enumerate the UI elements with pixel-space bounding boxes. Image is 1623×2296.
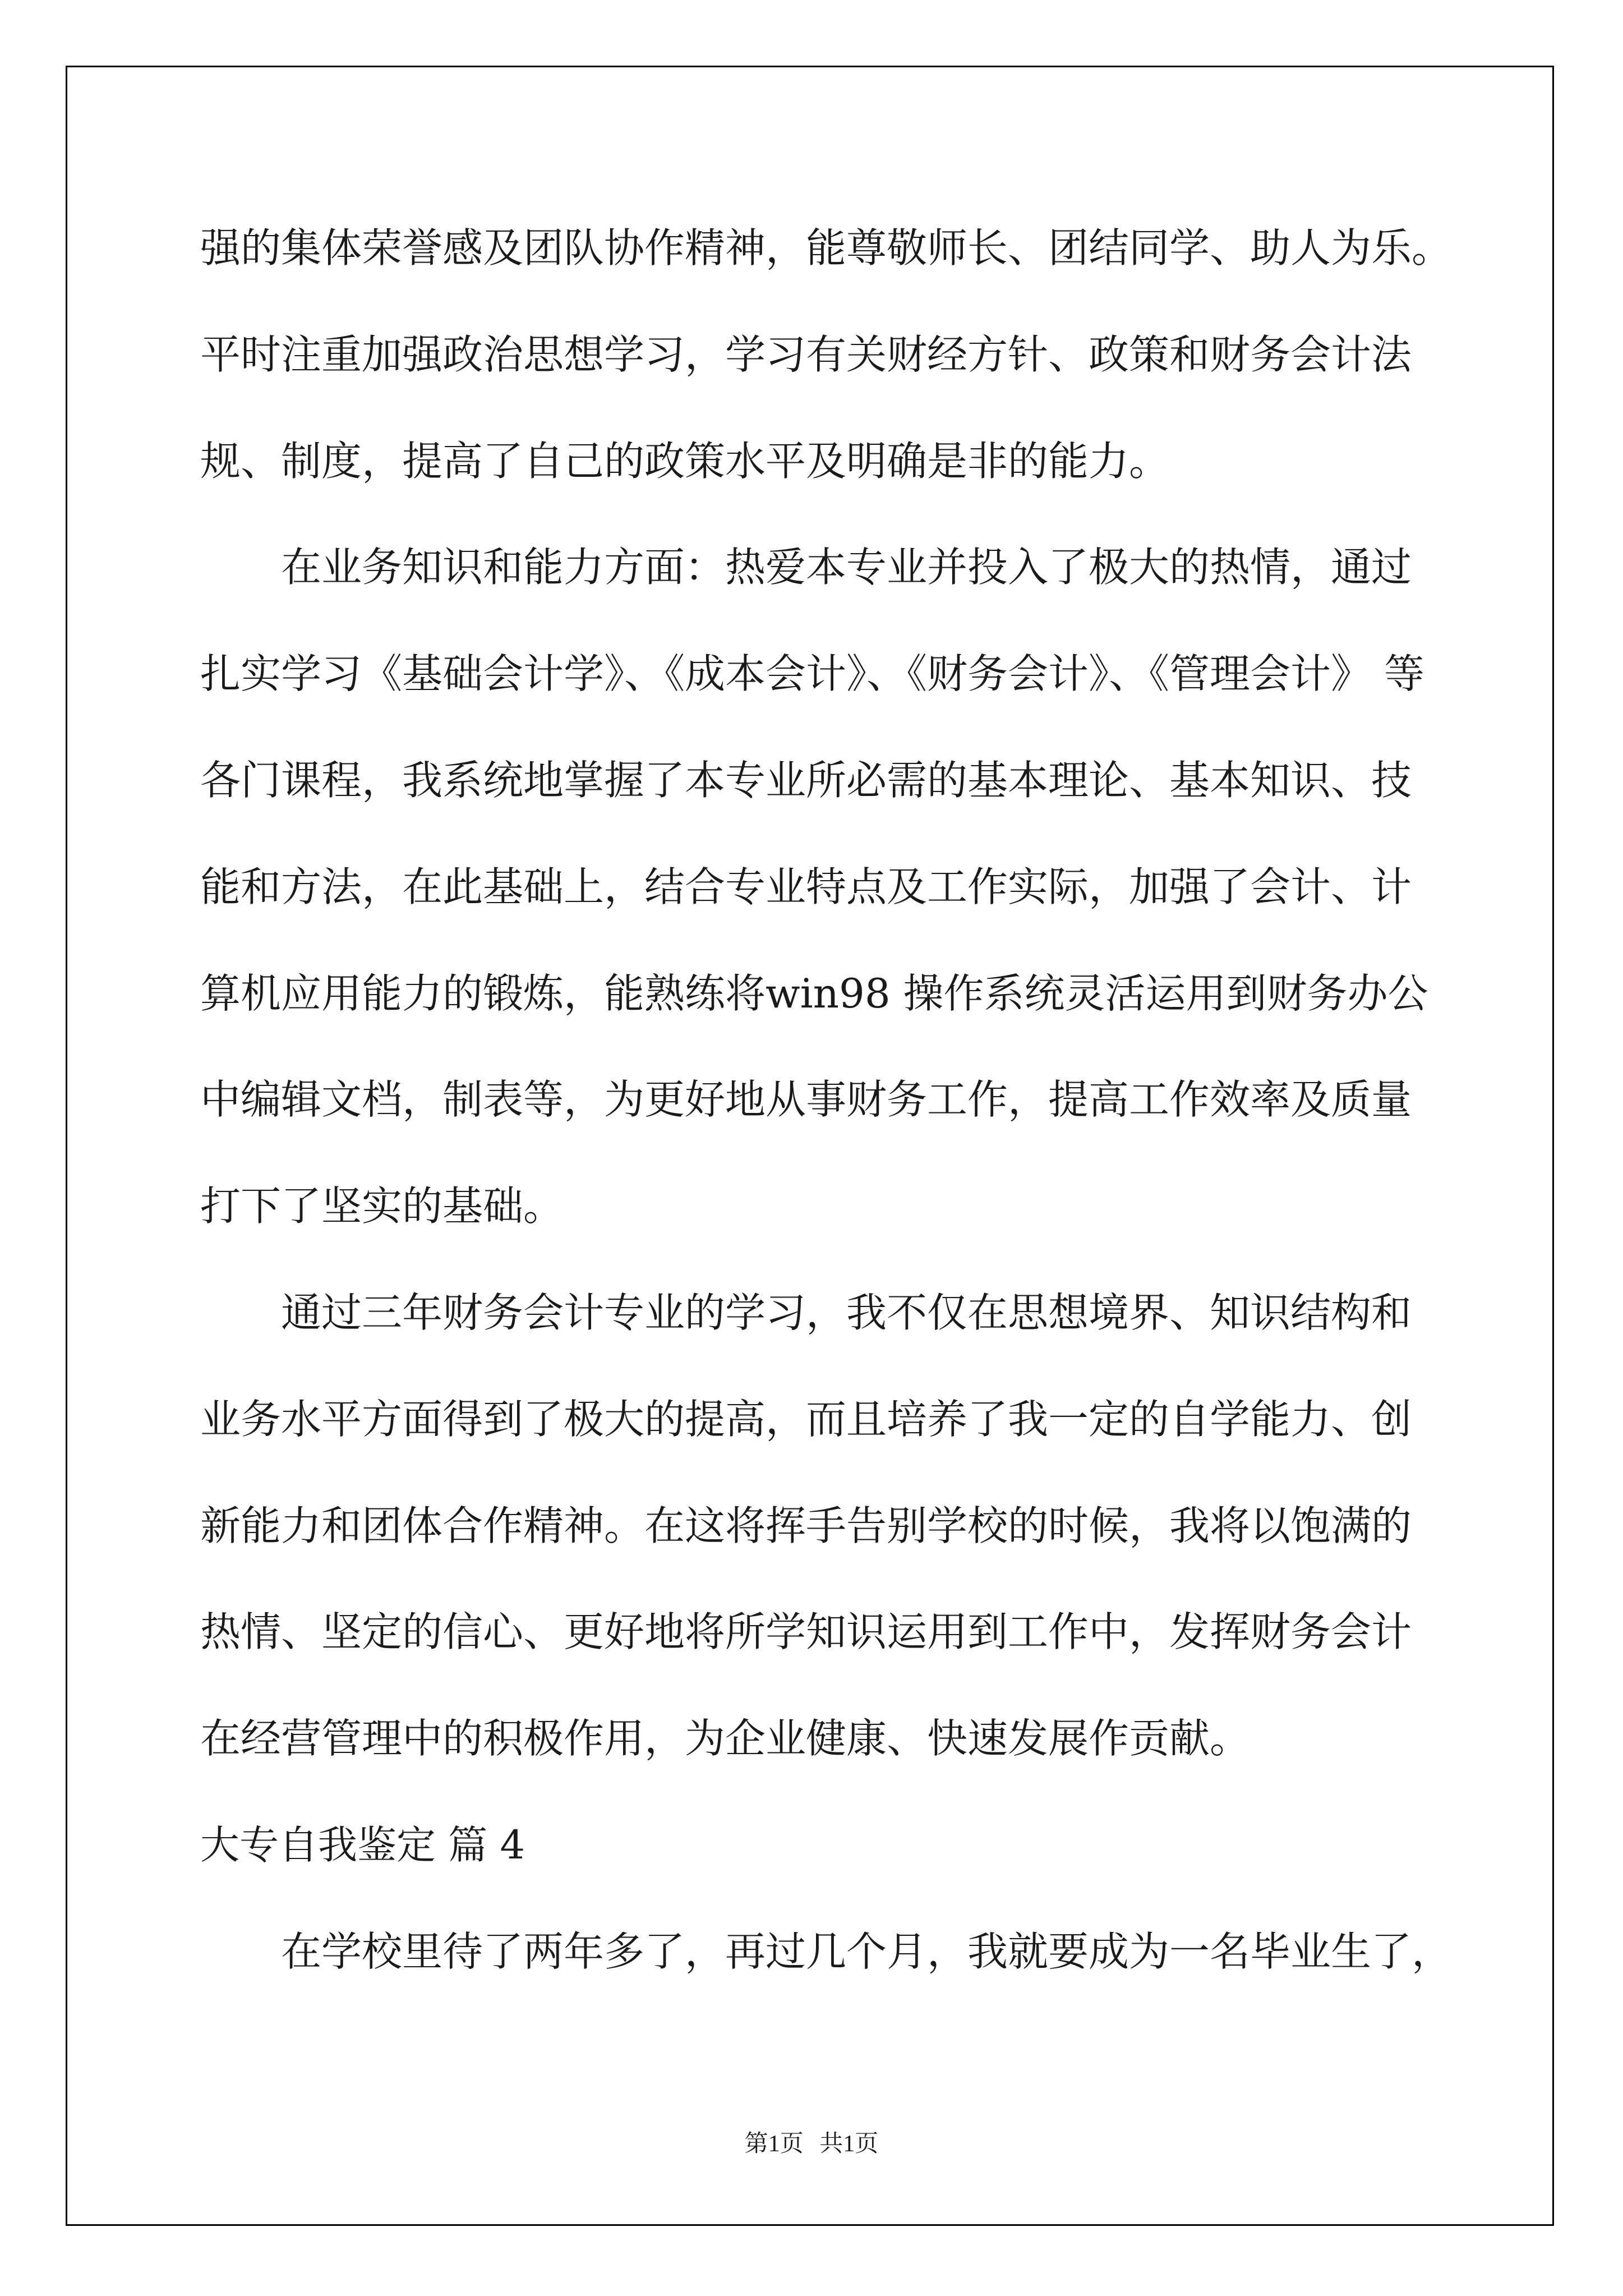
page-footer: 第1页 共1页 [744, 2131, 879, 2157]
paragraph-line: 业务水平方面得到了极大的提高，而且培养了我一定的自学能力、创 [200, 1395, 1412, 1443]
section-heading: 大专自我鉴定 篇 4 [200, 1821, 525, 1868]
paragraph-line: 中编辑文档，制表等，为更好地从事财务工作，提高工作效率及质量 [200, 1076, 1412, 1124]
paragraph-line: 热情、坚定的信心、更好地将所学知识运用到工作中，发挥财务会计 [200, 1608, 1412, 1656]
paragraph-first-line: 在业务知识和能力方面：热爱本专业并投入了极大的热情，通过 [281, 544, 1412, 591]
paragraph-line: 强的集体荣誉感及团队协作精神，能尊敬师长、团结同学、助人为乐。 [200, 224, 1453, 272]
paragraph-line: 规、制度，提高了自己的政策水平及明确是非的能力。 [200, 437, 1170, 485]
paragraph-line: 各门课程，我系统地掌握了本专业所必需的基本理论、基本知识、技 [200, 756, 1412, 804]
paragraph-line: 平时注重加强政治思想学习，学习有关财经方针、政策和财务会计法 [200, 330, 1412, 378]
paragraph-first-line: 在学校里待了两年多了，再过几个月，我就要成为一名毕业生了， [281, 1927, 1453, 1975]
paragraph-first-line: 通过三年财务会计专业的学习，我不仅在思想境界、知识结构和 [281, 1289, 1412, 1336]
document-body [200, 195, 1513, 2005]
paragraph-line: 新能力和团体合作精神。在这将挥手告别学校的时候，我将以饱满的 [200, 1502, 1412, 1549]
paragraph-line: 在经营管理中的积极作用，为企业健康、快速发展作贡献。 [200, 1715, 1251, 1763]
paragraph-line: 算机应用能力的锻炼，能熟练将win98 操作系统灵活运用到财务办公 [200, 969, 1428, 1017]
paragraph-line: 扎实学习《基础会计学》、《成本会计》、《财务会计》、《管理会计》 等 [200, 650, 1424, 698]
paragraph-line: 能和方法，在此基础上，结合专业特点及工作实际，加强了会计、计 [200, 863, 1412, 910]
paragraph-line: 打下了坚实的基础。 [200, 1182, 564, 1230]
